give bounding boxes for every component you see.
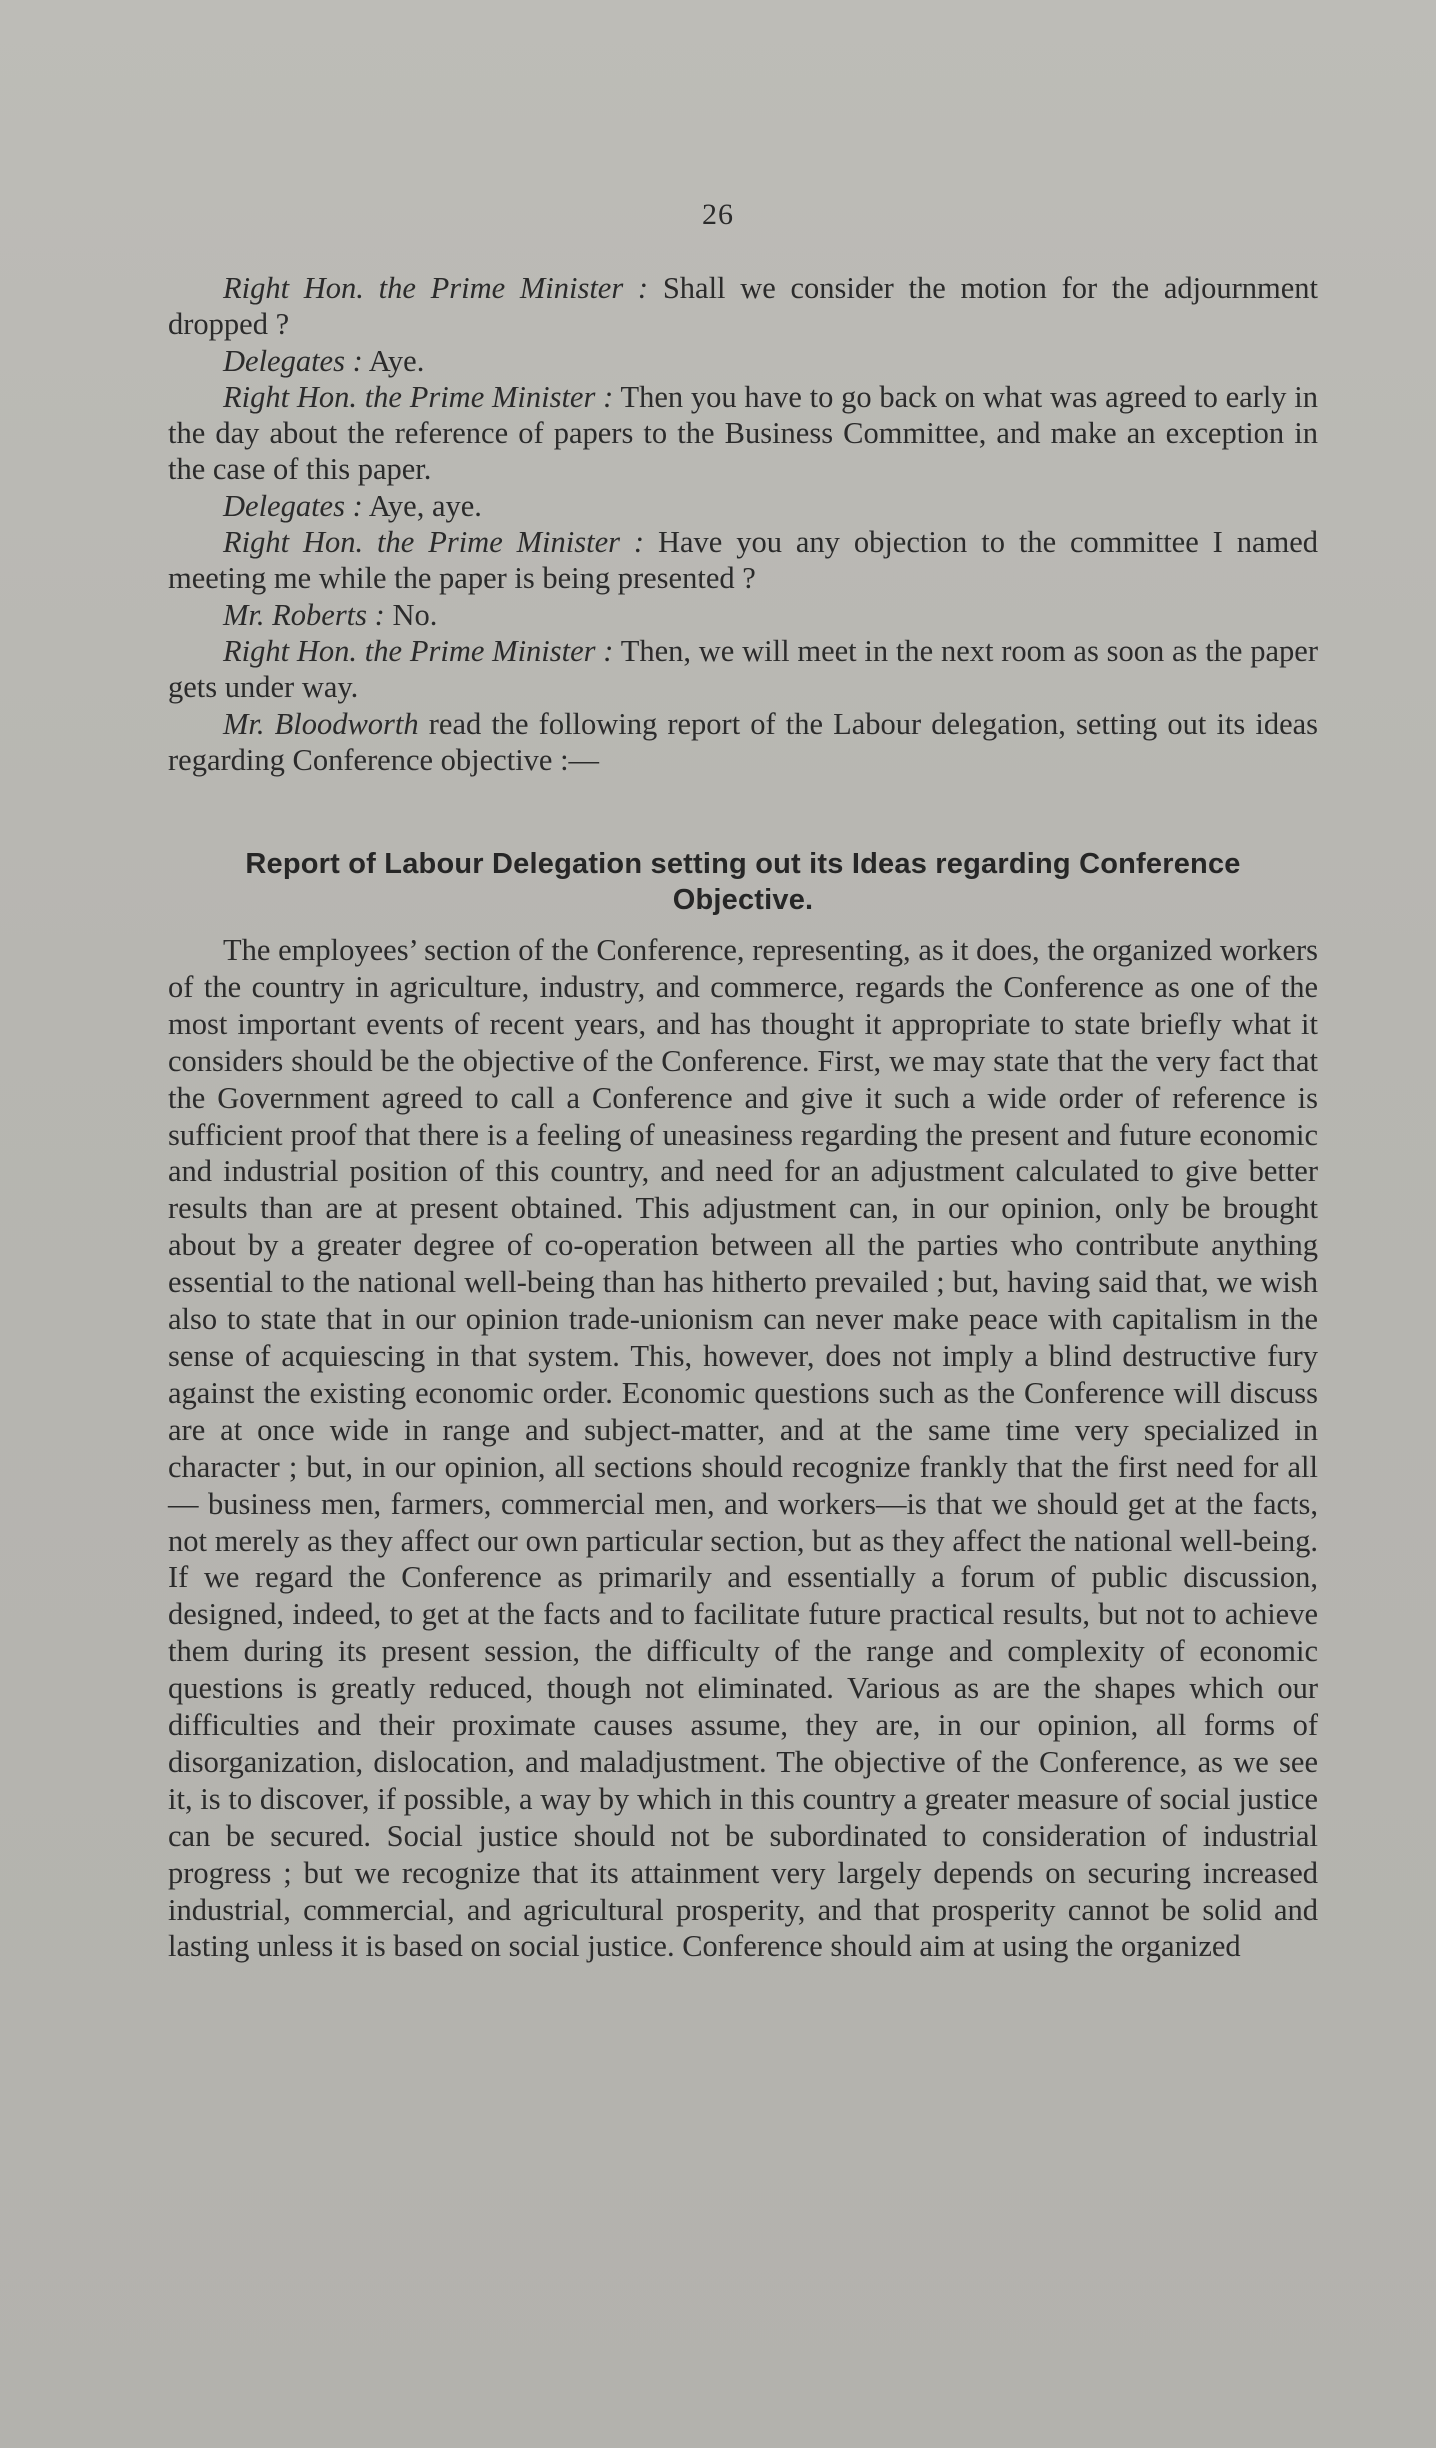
speech: Have you any objection to the committee I named meeting me while the paper is being presented ?: [168, 525, 1318, 596]
exchange: [168, 524, 1318, 597]
report-heading-line2: Objective.: [672, 884, 814, 916]
speech: Shall we consider the motion for the adjournment dropped ?: [168, 271, 1319, 342]
page-number: 26: [702, 198, 734, 231]
speaker: Right Hon. the Prime Minister :: [223, 379, 614, 414]
exchange: [168, 488, 1318, 524]
speech: Then, we will meet in the next room as soon as the paper gets under way.: [168, 633, 1318, 705]
report-body: [168, 932, 1318, 1965]
speech: Aye.: [368, 343, 425, 378]
exchange: [168, 597, 1318, 633]
exchange: [168, 633, 1318, 706]
speaker: Delegates :: [223, 343, 363, 378]
report-paragraph: The employees’ section of the Conference, representing, as it does, the organized workers of the country in agriculture, industry, and commerce, regards the Conference as one of the most important events of recent years, and has thought it appropriate to state briefly what it considers should be the objective of the Conference. First, we may state that the very fact that the Government agreed to call a Conference and give it such a wide order of reference is sufficient proof that there is a feeling of uneasiness regarding the present and future economic and industrial position of this country, and need for an adjustment calculated to give better results than are at present obtained. This adjustment can, in our opinion, only be brought about by a greater degree of co-operation between all the parties who contribute anything essential to the national well-being than has hitherto prevailed ; but, having said that, we wish also to state that in our opinion trade-unionism can never make peace with capitalism in the sense of acquiescing in that system. This, however, does not imply a blind destructive fury against the existing economic order. Economic questions such as the Conference will discuss are at once wide in range and subject-matter, and at the same time very specialized in character ; but, in our opinion, all sections should recognize frankly that the first need for all — business men, farmers, commercial men, and workers—is that we should get at the facts, not merely as they affect our own particular section, but as they affect the national well-being. If we regard the Conference as primarily and essentially a forum of public discussion, designed, indeed, to get at the facts and to facilitate future practical results, but not to achieve them during its present session, the difficulty of the range and complexity of economic questions is greatly reduced, though not eliminated. Various as are the shapes which our difficulties and their proximate causes assume, they are, in our opinion, all forms of disorganization, dislocation, and maladjustment. The objective of the Conference, as we see it, is to discover, if possible, a way by which in this country a greater measure of social justice can be secured. Social justice should not be subordinated to consideration of industrial progress ; but we recognize that its attainment very largely depends on securing increased industrial, commercial, and agricultural prosperity, and that prosperity cannot be solid and lasting unless it is based on social justice. Conference should aim at using the organized: [168, 933, 1318, 1964]
speaker: Right Hon. the Prime Minister :: [223, 271, 649, 305]
speaker: Mr. Bloodworth: [223, 706, 419, 741]
speech: Aye, aye.: [368, 488, 482, 523]
report-heading-line1: Report of Labour Delegation setting out its Ideas regarding Conference: [245, 848, 1241, 880]
speaker: Mr. Roberts :: [223, 597, 385, 632]
exchange: [168, 343, 1318, 379]
exchange: [168, 379, 1318, 488]
dialogue-section: [168, 270, 1318, 778]
speech: Then you have to go back on what was agreed to early in the day about the reference of papers to the Business Committee, and make an exception in the case of this paper.: [168, 379, 1319, 487]
exchange: [168, 270, 1318, 343]
speaker: Right Hon. the Prime Minister :: [223, 525, 645, 560]
speaker: Delegates :: [223, 488, 363, 523]
report-heading: [168, 846, 1318, 918]
exchange: [168, 706, 1318, 779]
speech: No.: [392, 597, 438, 632]
speaker: Right Hon. the Prime Minister :: [223, 633, 614, 668]
speech: read the following report of the Labour delegation, setting out its ideas regarding Conference objective :—: [168, 706, 1319, 777]
